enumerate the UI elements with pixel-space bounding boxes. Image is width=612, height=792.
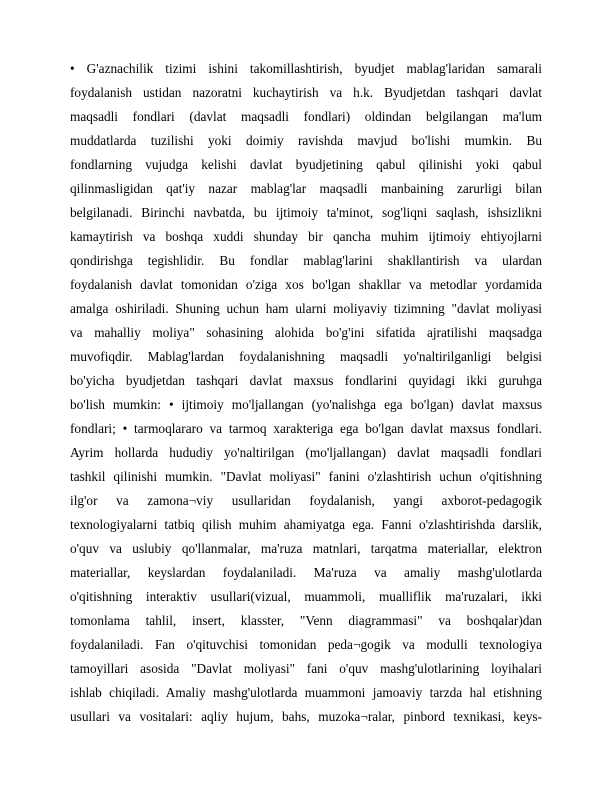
text-line: ishlab chiqiladi. Amaliy mashg'ulotlarda muammoni jamoaviy tarzda hal etishning	[70, 685, 542, 700]
text-line: o'quv va uslubiy qo'llanmalar, ma'ruza matnlari, tarqatma materiallar, elektron	[70, 541, 542, 556]
document-body	[70, 57, 542, 729]
text-line: tashkil qilinishi mumkin. "Davlat moliyasi" fanini o'zlashtirish uchun o'qitishning	[70, 469, 542, 484]
text-line: ilg'or va zamona¬viy usullaridan foydalanish, yangi axborot-pedagogik	[70, 493, 542, 508]
text-line: amalga oshiriladi. Shuning uchun ham ularni moliyaviy tizimning "davlat moliyasi	[70, 301, 542, 316]
text-line: qondirishga tegishlidir. Bu fondlar mablag'larini shakllantirish va ulardan	[70, 253, 542, 268]
text-line: fondlarning vujudga kelishi davlat byudjetining qabul qilinishi yoki qabul	[70, 157, 542, 172]
text-line: muvofiqdir. Mablag'lardan foydalanishning maqsadli yo'naltirilganligi belgisi	[70, 349, 542, 364]
text-line: foydalanish ustidan nazoratni kuchaytirish va h.k. Byudjetdan tashqari davlat	[70, 85, 542, 100]
text-line: bo'yicha byudjetdan tashqari davlat maxsus fondlarini quyidagi ikki guruhga	[70, 373, 542, 388]
text-line: foydalaniladi. Fan o'qituvchisi tomonidan peda¬gogik va modulli texnologiya	[70, 637, 542, 652]
text-line: tamoyillari asosida "Davlat moliyasi" fani o'quv mashg'ulotlarining loyihalari	[70, 661, 542, 676]
text-line: maqsadli fondlari (davlat maqsadli fondlari) oldindan belgilangan ma'lum	[70, 109, 542, 124]
text-line: bo'lish mumkin: • ijtimoiy mo'ljallangan (yo'nalishga ega bo'lgan) davlat maxsus	[70, 397, 542, 412]
text-line: va mahalliy moliya" sohasining alohida bo'g'ini sifatida ajratilishi maqsadga	[70, 325, 542, 340]
text-line: fondlari; • tarmoqlararo va tarmoq xarakteriga ega bo'lgan davlat maxsus fondlari.	[70, 421, 542, 436]
text-line: tomonlama tahlil, insert, klasster, "Venn diagrammasi" va boshqalar)dan	[70, 613, 542, 628]
text-line: usullari va vositalari: aqliy hujum, bahs, muzoka¬ralar, pinbord texnikasi, keys-	[70, 709, 542, 724]
text-line: muddatlarda tuzilishi yoki doimiy ravishda mavjud bo'lishi mumkin. Bu	[70, 133, 542, 148]
text-line: materiallar, keyslardan foydalaniladi. Ma'ruza va amaliy mashg'ulotlarda	[70, 565, 542, 580]
text-line: kamaytirish va boshqa xuddi shunday bir qancha muhim ijtimoiy ehtiyojlarni	[70, 229, 542, 244]
text-line: qilinmasligidan qat'iy nazar mablag'lar maqsadli manbaining zarurligi bilan	[70, 181, 542, 196]
text-line: foydalanish davlat tomonidan o'ziga xos bo'lgan shakllar va metodlar yordamida	[70, 277, 542, 292]
text-line: Ayrim hollarda hududiy yo'naltirilgan (mo'ljallangan) davlat maqsadli fondlari	[70, 445, 542, 460]
text-line: belgilanadi. Birinchi navbatda, bu ijtimoiy ta'minot, sog'liqni saqlash, ishsizlikni	[70, 205, 542, 220]
text-line: texnologiyalarni tatbiq qilish muhim ahamiyatga ega. Fanni o'zlashtirishda darslik,	[70, 517, 542, 532]
text-line: • G'aznachilik tizimi ishini takomillashtirish, byudjet mablag'laridan samarali	[70, 61, 542, 76]
text-line: o'qitishning interaktiv usullari(vizual, muammoli, mualliflik ma'ruzalari, ikki	[70, 589, 542, 604]
